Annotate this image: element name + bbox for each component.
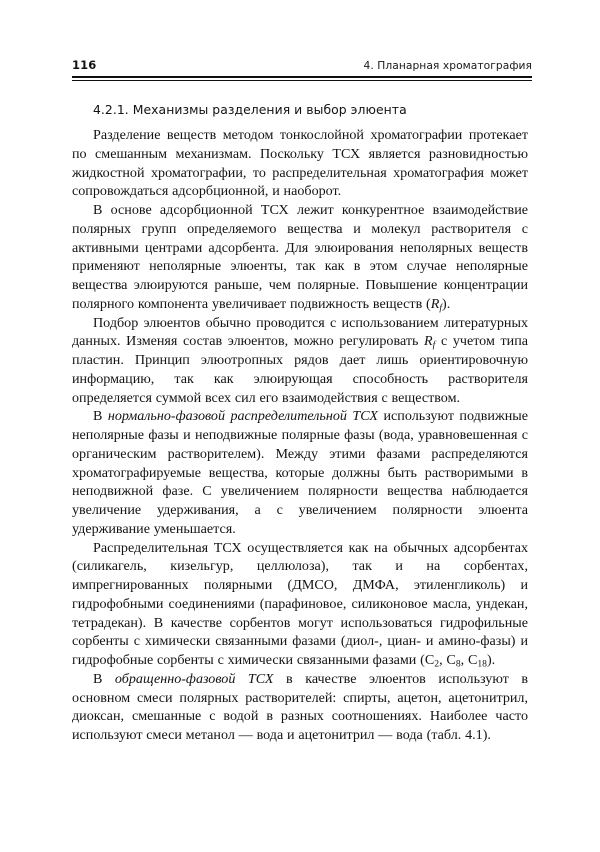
header-rule-thin bbox=[72, 80, 532, 81]
rf-subscript: f bbox=[439, 302, 443, 314]
paragraph-6 bbox=[72, 670, 528, 745]
paragraph-3 bbox=[72, 314, 528, 408]
paragraph-4-part-b: используют подвижные неполярные фазы и неподвижные полярные фазы (вода, уравновешенная с органическим растворителем). Между этими фазами распределяются хроматографируемые вещества, которые должны быть растворимыми в неподвижной фазе. С увеличением полярности вещества наблюдается увеличение удерживания, а с увеличением полярности элюента удерживание уменьшается. bbox=[72, 408, 528, 537]
carbon-subscript-8: 8 bbox=[455, 658, 461, 670]
carbon-symbol-c2: C bbox=[424, 652, 435, 668]
paragraph-5-part-a: Распределительная ТСХ осуществляется как на обычных адсорбентах (силикагель, кизельгур, целлюлоза), так и на сорбентах, импрегнированных полярными (ДМСО, ДМФА, этиленгликоль) и гидрофобными соединениями (парафиновое, силиконовое масла, ундекан, тетрадекан). В качестве сорбентов могут использоваться гидрофильные сорбенты с химически связанными фазами (диол-, циан- и амино-фазы) и гидрофобные сорбенты с химически связанными фазами ( bbox=[72, 539, 528, 668]
italic-term-reversed-phase: обращенно-фазовой ТСХ bbox=[114, 670, 274, 687]
paragraph-5-sep-1: , bbox=[439, 652, 447, 668]
paragraph-6-part-c: ). bbox=[482, 727, 491, 743]
rf-symbol: R bbox=[430, 295, 440, 312]
paragraph-6-part-b: в качестве элюентов используют в основном смеси полярных растворителей: спирты, ацетон, ацетонитрил, диоксан, смешанные с водой в разных соотношениях. Наиболее часто используют смеси метанол — вода и ацетонитрил — вода ( bbox=[72, 670, 528, 743]
paragraph-5-part-b: ). bbox=[486, 652, 496, 668]
paragraph-4 bbox=[72, 407, 528, 538]
chapter-title: 4. Планарная хроматография bbox=[363, 59, 532, 72]
table-reference: табл. 4.1 bbox=[431, 727, 483, 743]
paragraph-4-part-a: В bbox=[93, 408, 108, 425]
paragraph-2-part-a: В основе адсорбционной ТСХ лежит конкурентное взаимодействие полярных групп определяемого вещества и молекул растворителя с активными центрами адсорбента. Для элюирования неполярных веществ применяют неполярные элюенты, так как в этом случае неполярные вещества элюируются раньше, чем полярные. Повышение концентрации полярного компонента увеличивает подвижность веществ ( bbox=[72, 202, 528, 312]
paragraph-5 bbox=[72, 539, 528, 670]
italic-term-normal-phase: нормально-фазовой распределительной ТСХ bbox=[107, 408, 379, 425]
paragraph-3-part-a: Подбор элюентов обычно проводится с использованием литературных данных. Изменяя состав элюентов, можно регулировать bbox=[72, 314, 528, 350]
body-text-column bbox=[72, 126, 528, 745]
paragraph-5-sep-2: , bbox=[460, 652, 468, 668]
paragraph-2-part-b: ). bbox=[442, 295, 451, 312]
rf-subscript: f bbox=[432, 339, 436, 351]
paragraph-6-part-a: В bbox=[93, 670, 115, 687]
carbon-subscript-2: 2 bbox=[434, 658, 440, 670]
carbon-subscript-18: 18 bbox=[477, 658, 487, 670]
running-header bbox=[72, 58, 532, 72]
rf-symbol: R bbox=[424, 333, 433, 350]
section-heading: 4.2.1. Механизмы разделения и выбор элюента bbox=[93, 102, 407, 118]
paragraph-3-part-b: с учетом типа пластин. Принцип элюотропных рядов дает лишь ориентировочную информацию, так как элюирующая способность растворителя определяется суммой всех сил его взаимодействия с веществом. bbox=[72, 333, 528, 406]
carbon-symbol-c18: C bbox=[467, 652, 478, 668]
paragraph-1: Разделение веществ методом тонкослойной хроматографии протекает по смешанным механизмам. Поскольку ТСХ является разновидностью жидкостной хроматографии, то распределительная хроматография может сопровождаться адсорбционной, и наоборот. bbox=[72, 127, 528, 200]
carbon-symbol-c8: C bbox=[446, 652, 456, 668]
paragraph-2 bbox=[72, 201, 528, 314]
page-number: 116 bbox=[72, 58, 97, 72]
